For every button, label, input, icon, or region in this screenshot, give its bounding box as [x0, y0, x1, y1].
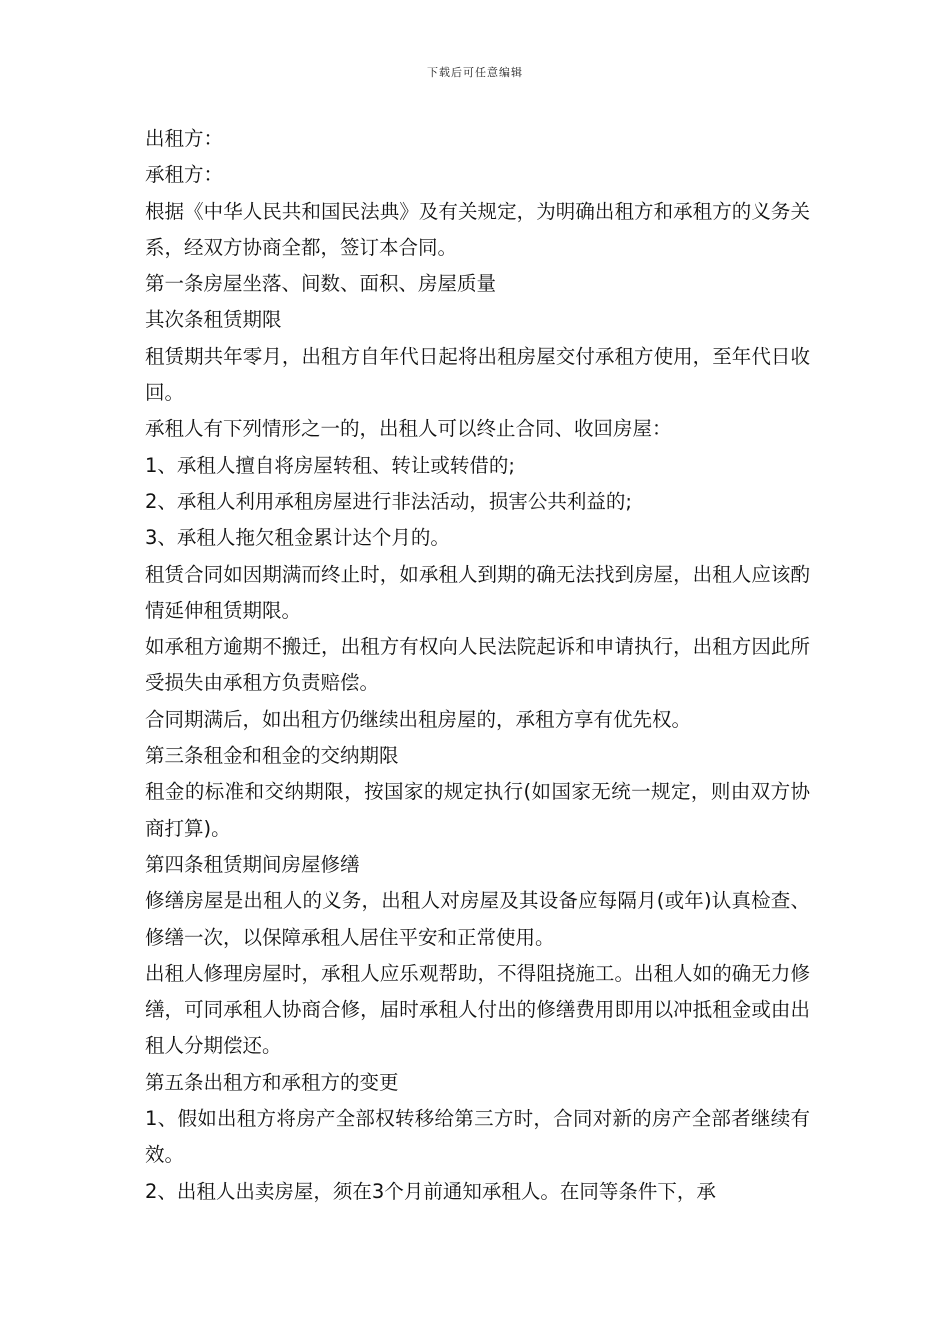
- list-item: 1、假如出租方将房产全部权转移给第三方时，合同对新的房产全部者继续有效。: [145, 1107, 810, 1167]
- paragraph: 租金的标准和交纳期限，按国家的规定执行(如国家无统一规定，则由双方协商打算)。: [145, 780, 810, 840]
- page-header: 下载后可任意编辑: [427, 66, 523, 79]
- paragraph: 出租方：: [145, 127, 224, 150]
- paragraph: 租赁合同如因期满而终止时，如承租人到期的确无法找到房屋，出租人应该酌情延伸租赁期限。: [145, 562, 810, 622]
- section-heading: 第三条租金和租金的交纳期限: [145, 744, 399, 768]
- section-heading: 第四条租赁期间房屋修缮: [145, 852, 360, 876]
- paragraph: 承租方：: [145, 163, 224, 187]
- paragraph: 修缮房屋是出租人的义务，出租人对房屋及其设备应每隔月(或年)认真检查、修缮一次，以保障承租人居住平安和正常使用。: [145, 889, 810, 949]
- document-body: [145, 121, 810, 1210]
- paragraph: 根据《中华人民共和国民法典》及有关规定，为明确出租方和承租方的义务关系，经双方协商全都，签订本合同。: [145, 199, 810, 259]
- paragraph: 合同期满后，如出租方仍继续出租房屋的，承租方享有优先权。: [145, 707, 692, 731]
- list-item: 1、承租人擅自将房屋转租、转让或转借的;: [145, 453, 515, 477]
- paragraph: 如承租方逾期不搬迁，出租方有权向人民法院起诉和申请执行，出租方因此所受损失由承租方负责赔偿。: [145, 635, 810, 695]
- paragraph: 承租人有下列情形之一的，出租人可以终止合同、收回房屋：: [145, 417, 672, 441]
- list-item: 2、承租人利用承租房屋进行非法活动，损害公共利益的;: [145, 489, 632, 513]
- list-item: 3、承租人拖欠租金累计达个月的。: [145, 526, 450, 550]
- section-heading: 第五条出租方和承租方的变更: [145, 1070, 399, 1094]
- paragraph: 租赁期共年零月，出租方自年代日起将出租房屋交付承租方使用，至年代日收回。: [145, 344, 810, 405]
- section-heading: 第一条房屋坐落、间数、面积、房屋质量: [145, 272, 497, 296]
- paragraph: 出租人修理房屋时，承租人应乐观帮助，不得阻挠施工。出租人如的确无力修缮，可同承租人协商合修，届时承租人付出的修缮费用即用以冲抵租金或由出租人分期偿还。: [145, 961, 810, 1058]
- section-heading: 其次条租赁期限: [145, 308, 282, 332]
- list-item: 2、出租人出卖房屋，须在3个月前通知承租人。在同等条件下，承: [145, 1179, 716, 1203]
